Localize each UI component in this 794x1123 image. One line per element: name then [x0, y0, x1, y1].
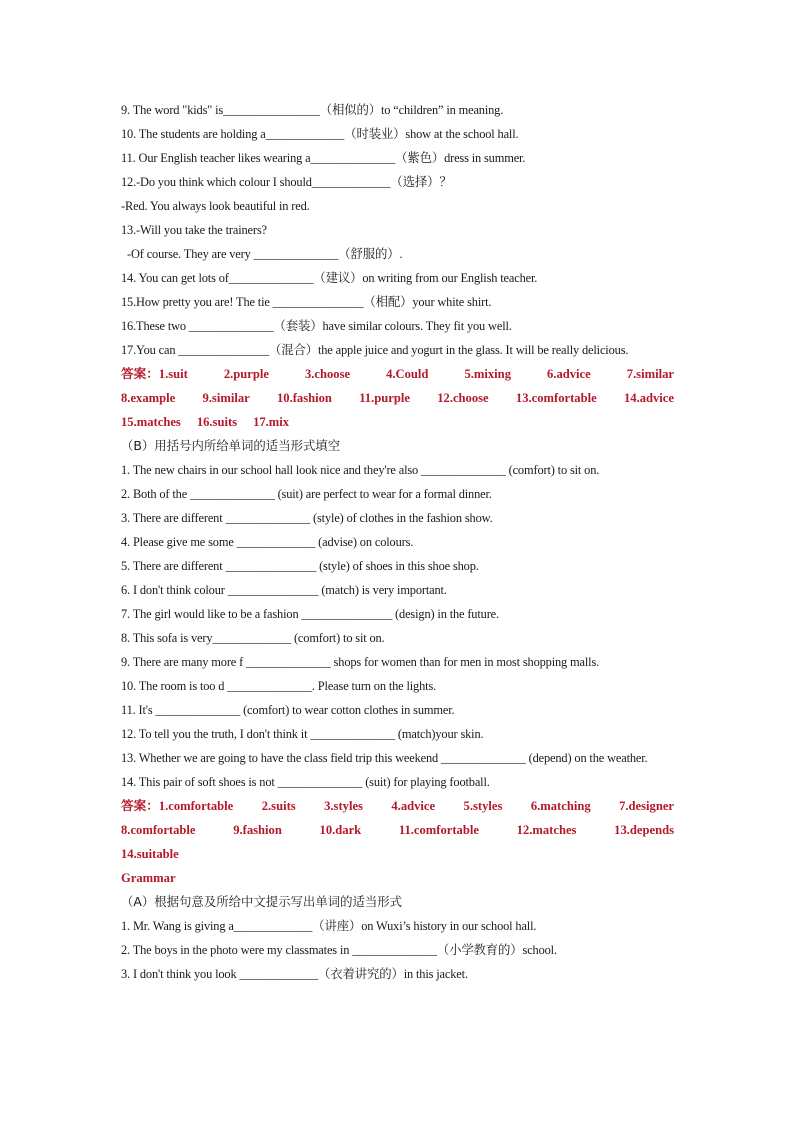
answer-key-a-row3 [121, 410, 674, 434]
answer-item: 8.comfortable [121, 823, 196, 837]
answer-item: 14.suitable [121, 847, 179, 861]
exercise-a-15: 15.How pretty you are! The tie _______________（相配）your white shirt. [121, 295, 492, 309]
answer-item: 5.styles [463, 799, 503, 813]
answer-item: 7.similar [626, 367, 674, 381]
grammar-a-title: （A）根据句意及所给中文提示写出单词的适当形式 [121, 894, 403, 909]
exercise-b-3: 3. There are different ______________ (style) of clothes in the fashion show. [121, 511, 493, 525]
answer-item: 3.styles [324, 799, 363, 813]
answer-key-b-row1 [121, 794, 674, 818]
exercise-b-5: 5. There are different _______________ (style) of shoes in this shoe shop. [121, 559, 479, 573]
exercise-a-14: 14. You can get lots of______________（建议）on writing from our English teacher. [121, 271, 538, 285]
exercise-b-13: 13. Whether we are going to have the class field trip this weekend ______________ (depend) on the weather. [121, 751, 648, 765]
answer-item: 2.purple [223, 367, 269, 381]
exercise-b-10: 10. The room is too d ______________. Please turn on the lights. [121, 679, 437, 693]
exercise-a-11: 11. Our English teacher likes wearing a______________（紫色）dress in summer. [121, 151, 526, 165]
exercise-a-9: 9. The word "kids" is________________（相似的）to “children” in meaning. [121, 103, 504, 117]
answer-item: 15.matches [121, 415, 181, 429]
answer-item: 10.dark [319, 823, 362, 837]
answer-item: 6.matching [530, 799, 591, 813]
exercise-a-13-reply: -Of course. They are very ______________（舒服的）. [127, 247, 403, 261]
exercise-b-1: 1. The new chairs in our school hall look nice and they're also ______________ (comfort) to sit on. [121, 463, 600, 477]
exercise-b-7: 7. The girl would like to be a fashion _______________ (design) in the future. [121, 607, 499, 621]
exercise-a-10: 10. The students are holding a_____________（时装业）show at the school hall. [121, 127, 519, 141]
answer-key-a-row2 [121, 386, 674, 410]
section-b-title: （B）用括号内所给单词的适当形式填空 [121, 438, 341, 453]
answer-key-b-row3 [121, 842, 674, 866]
exercise-b-4: 4. Please give me some _____________ (advise) on colours. [121, 535, 414, 549]
answer-item: 4.advice [391, 799, 436, 813]
answer-item: 答案：1.suit [121, 367, 188, 381]
grammar-exercise-2: 2. The boys in the photo were my classmates in ______________（小学教育的）school. [121, 943, 557, 957]
answer-item: 13.depends [614, 823, 674, 837]
exercise-b-2: 2. Both of the ______________ (suit) are perfect to wear for a formal dinner. [121, 487, 492, 501]
exercise-a-12-reply: -Red. You always look beautiful in red. [121, 199, 310, 213]
answer-item: 3.choose [304, 367, 351, 381]
answer-item: 13.comfortable [515, 391, 597, 405]
exercise-a-17: 17.You can _______________（混合）the apple juice and yogurt in the glass. It will be really delicious. [121, 343, 629, 357]
answer-item: 9.similar [202, 391, 250, 405]
exercise-b-12: 12. To tell you the truth, I don't think it ______________ (match)your skin. [121, 727, 484, 741]
answer-item: 12.choose [437, 391, 489, 405]
grammar-exercise-1: 1. Mr. Wang is giving a_____________（讲座）on Wuxi’s history in our school hall. [121, 919, 537, 933]
answer-item: 5.mixing [464, 367, 511, 381]
answer-item: 14.advice [623, 391, 674, 405]
exercise-a-12: 12.-Do you think which colour I should_____________（选择）？ [121, 175, 452, 189]
answer-item: 9.fashion [233, 823, 282, 837]
answer-item: 2.suits [261, 799, 296, 813]
answer-item: 17.mix [253, 415, 290, 429]
answer-item: 4.Could [386, 367, 429, 381]
answer-item: 答案：1.comfortable [121, 799, 234, 813]
answer-item: 16.suits [196, 415, 238, 429]
answer-item: 6.advice [547, 367, 591, 381]
answer-key-a-row1 [121, 362, 674, 386]
answer-item: 7.designer [619, 799, 674, 813]
answer-item: 11.comfortable [398, 823, 479, 837]
grammar-exercise-3: 3. I don't think you look _____________（衣着讲究的）in this jacket. [121, 967, 468, 981]
exercise-b-9: 9. There are many more f ______________ shops for women than for men in most shopping malls. [121, 655, 600, 669]
answer-key-b-row2 [121, 818, 674, 842]
exercise-b-11: 11. It's ______________ (comfort) to wear cotton clothes in summer. [121, 703, 455, 717]
worksheet-content [121, 98, 674, 986]
exercise-a-13: 13.-Will you take the trainers? [121, 223, 267, 237]
grammar-heading: Grammar [121, 871, 176, 885]
answer-item: 8.example [121, 391, 176, 405]
exercise-a-16: 16.These two ______________（套装）have similar colours. They fit you well. [121, 319, 512, 333]
answer-item: 10.fashion [276, 391, 332, 405]
exercise-b-14: 14. This pair of soft shoes is not ______________ (suit) for playing football. [121, 775, 490, 789]
answer-item: 11.purple [359, 391, 410, 405]
answer-item: 12.matches [516, 823, 577, 837]
exercise-b-6: 6. I don't think colour _______________ (match) is very important. [121, 583, 447, 597]
exercise-b-8: 8. This sofa is very_____________ (comfort) to sit on. [121, 631, 385, 645]
